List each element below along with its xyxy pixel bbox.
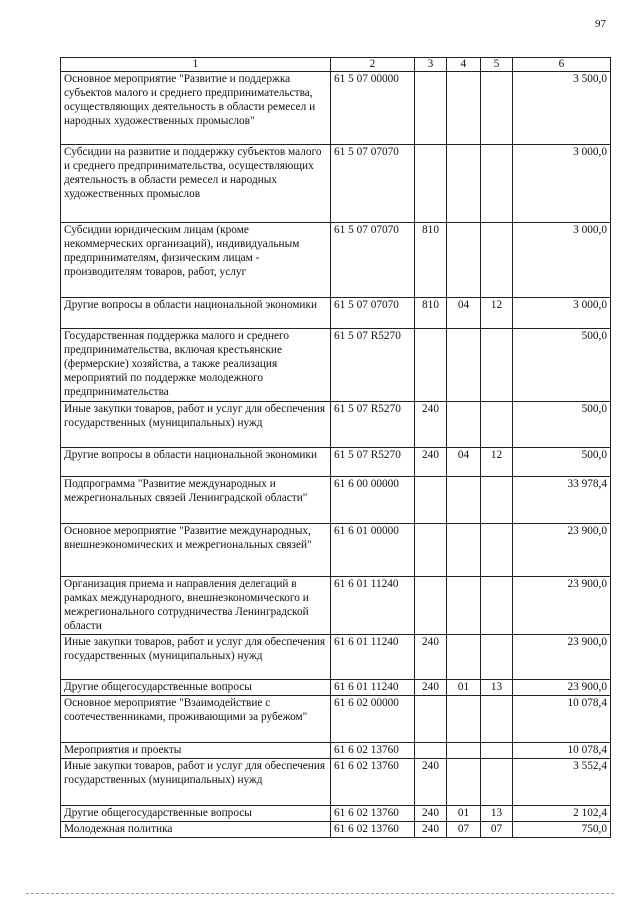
subsection-cell: 07 [481, 822, 513, 838]
amount-cell: 23 900,0 [513, 524, 611, 577]
row-name-cell: Другие вопросы в области национальной экономики [61, 448, 331, 477]
section-cell [447, 696, 481, 743]
expense-type-cell: 240 [415, 822, 447, 838]
row-name-cell: Основное мероприятие "Взаимодействие с соотечественниками, проживающими за рубежом" [61, 696, 331, 743]
amount-cell: 500,0 [513, 448, 611, 477]
row-name-cell: Организация приема и направления делегаций в рамках международного, внешнеэкономического и межрегионального сотрудничества Ленинградской области [61, 577, 331, 635]
header-cell: 5 [481, 58, 513, 72]
subsection-cell [481, 72, 513, 145]
expense-type-cell: 240 [415, 402, 447, 448]
subsection-cell: 12 [481, 448, 513, 477]
expense-type-cell [415, 72, 447, 145]
target-code-cell: 61 6 01 00000 [331, 524, 415, 577]
expense-type-cell [415, 524, 447, 577]
section-cell [447, 329, 481, 402]
amount-cell: 3 000,0 [513, 223, 611, 298]
target-code-cell: 61 6 02 13760 [331, 822, 415, 838]
amount-cell: 23 900,0 [513, 577, 611, 635]
row-name-cell: Иные закупки товаров, работ и услуг для обеспечения государственных (муниципальных) нужд [61, 402, 331, 448]
target-code-cell: 61 5 07 R5270 [331, 448, 415, 477]
subsection-cell [481, 635, 513, 680]
section-cell [447, 223, 481, 298]
target-code-cell: 61 5 07 00000 [331, 72, 415, 145]
row-name-cell: Иные закупки товаров, работ и услуг для обеспечения государственных (муниципальных) нужд [61, 635, 331, 680]
target-code-cell: 61 6 01 11240 [331, 635, 415, 680]
target-code-cell: 61 5 07 R5270 [331, 329, 415, 402]
amount-cell: 3 000,0 [513, 145, 611, 223]
row-name-cell: Иные закупки товаров, работ и услуг для обеспечения государственных (муниципальных) нужд [61, 759, 331, 806]
subsection-cell [481, 524, 513, 577]
table-row [61, 329, 611, 402]
amount-cell: 500,0 [513, 402, 611, 448]
expense-type-cell [415, 477, 447, 524]
header-cell: 3 [415, 58, 447, 72]
header-cell: 4 [447, 58, 481, 72]
target-code-cell: 61 6 02 13760 [331, 759, 415, 806]
expense-type-cell [415, 696, 447, 743]
amount-cell: 10 078,4 [513, 696, 611, 743]
expense-type-cell [415, 743, 447, 759]
table-row [61, 806, 611, 822]
header-cell: 1 [61, 58, 331, 72]
subsection-cell [481, 696, 513, 743]
section-cell [447, 577, 481, 635]
section-cell [447, 72, 481, 145]
page-bottom-border [26, 893, 614, 894]
section-cell [447, 402, 481, 448]
target-code-cell: 61 5 07 07070 [331, 223, 415, 298]
subsection-cell [481, 577, 513, 635]
subsection-cell [481, 743, 513, 759]
amount-cell: 500,0 [513, 329, 611, 402]
row-name-cell: Подпрограмма "Развитие международных и межрегиональных связей Ленинградской области" [61, 477, 331, 524]
section-cell [447, 477, 481, 524]
table-row [61, 680, 611, 696]
table-row [61, 298, 611, 329]
amount-cell: 23 900,0 [513, 680, 611, 696]
row-name-cell: Субсидии юридическим лицам (кроме некоммерческих организаций), индивидуальным предпринимателям, физическим лицам - производителям товаров, работ, услуг [61, 223, 331, 298]
table-row [61, 402, 611, 448]
target-code-cell: 61 5 07 07070 [331, 298, 415, 329]
section-cell [447, 635, 481, 680]
section-cell [447, 524, 481, 577]
amount-cell: 23 900,0 [513, 635, 611, 680]
header-cell: 2 [331, 58, 415, 72]
table-row [61, 448, 611, 477]
subsection-cell [481, 329, 513, 402]
table-row [61, 145, 611, 223]
expense-type-cell [415, 329, 447, 402]
table-row [61, 577, 611, 635]
subsection-cell: 12 [481, 298, 513, 329]
amount-cell: 3 552,4 [513, 759, 611, 806]
amount-cell: 3 500,0 [513, 72, 611, 145]
budget-table [60, 57, 611, 838]
target-code-cell: 61 6 01 11240 [331, 577, 415, 635]
table-row [61, 696, 611, 743]
expense-type-cell: 240 [415, 680, 447, 696]
expense-type-cell: 240 [415, 759, 447, 806]
row-name-cell: Молодежная политика [61, 822, 331, 838]
section-cell [447, 759, 481, 806]
section-cell: 04 [447, 298, 481, 329]
amount-cell: 33 978,4 [513, 477, 611, 524]
table-row [61, 524, 611, 577]
section-cell: 01 [447, 680, 481, 696]
table-row [61, 223, 611, 298]
table-row [61, 759, 611, 806]
subsection-cell [481, 145, 513, 223]
expense-type-cell: 240 [415, 635, 447, 680]
target-code-cell: 61 6 02 13760 [331, 743, 415, 759]
header-row [61, 58, 611, 72]
subsection-cell [481, 759, 513, 806]
expense-type-cell: 240 [415, 448, 447, 477]
section-cell: 01 [447, 806, 481, 822]
page-number: 97 [595, 18, 606, 30]
expense-type-cell [415, 577, 447, 635]
header-cell: 6 [513, 58, 611, 72]
subsection-cell: 13 [481, 680, 513, 696]
amount-cell: 10 078,4 [513, 743, 611, 759]
subsection-cell: 13 [481, 806, 513, 822]
expense-type-cell [415, 145, 447, 223]
row-name-cell: Мероприятия и проекты [61, 743, 331, 759]
table-row [61, 72, 611, 145]
amount-cell: 750,0 [513, 822, 611, 838]
subsection-cell [481, 477, 513, 524]
table-row [61, 822, 611, 838]
section-cell [447, 743, 481, 759]
target-code-cell: 61 6 00 00000 [331, 477, 415, 524]
amount-cell: 3 000,0 [513, 298, 611, 329]
row-name-cell: Другие общегосударственные вопросы [61, 806, 331, 822]
row-name-cell: Основное мероприятие "Развитие международных, внешнеэкономических и межрегиональных связей" [61, 524, 331, 577]
target-code-cell: 61 5 07 07070 [331, 145, 415, 223]
subsection-cell [481, 402, 513, 448]
target-code-cell: 61 5 07 R5270 [331, 402, 415, 448]
table-row [61, 743, 611, 759]
target-code-cell: 61 6 02 13760 [331, 806, 415, 822]
section-cell: 07 [447, 822, 481, 838]
expense-type-cell: 810 [415, 298, 447, 329]
target-code-cell: 61 6 01 11240 [331, 680, 415, 696]
row-name-cell: Основное мероприятие "Развитие и поддержка субъектов малого и среднего предпринимательства, осуществляющих деятельность в области ремесел и народных художественных промыслов" [61, 72, 331, 145]
row-name-cell: Другие вопросы в области национальной экономики [61, 298, 331, 329]
amount-cell: 2 102,4 [513, 806, 611, 822]
row-name-cell: Государственная поддержка малого и среднего предпринимательства, включая крестьянские (фермерские) хозяйства, а также реализация мероприятий по поддержке молодежного предпринимательства [61, 329, 331, 402]
table-row [61, 477, 611, 524]
table-row [61, 635, 611, 680]
target-code-cell: 61 6 02 00000 [331, 696, 415, 743]
subsection-cell [481, 223, 513, 298]
expense-type-cell: 240 [415, 806, 447, 822]
section-cell: 04 [447, 448, 481, 477]
expense-type-cell: 810 [415, 223, 447, 298]
row-name-cell: Другие общегосударственные вопросы [61, 680, 331, 696]
row-name-cell: Субсидии на развитие и поддержку субъектов малого и среднего предпринимательства, осуществляющих деятельность в области ремесел и народных художественных промыслов [61, 145, 331, 223]
section-cell [447, 145, 481, 223]
